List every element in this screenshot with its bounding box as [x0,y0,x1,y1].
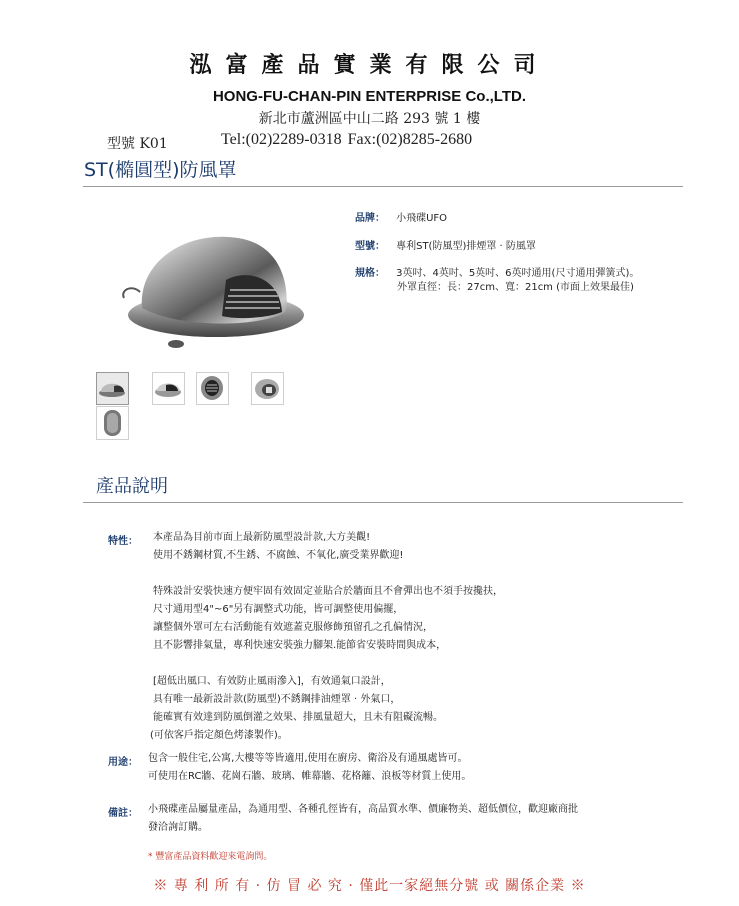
thumbnail-3[interactable] [196,372,229,405]
features-text [150,529,503,745]
contact-note: * 豐富產品資料歡迎來電詢問。 [148,852,273,862]
feature-line: 尺寸通用型4"~6"另有調整式功能，皆可調整使用偏擺， [153,604,404,615]
contact-info: Tel:(02)2289-0318 Fax:(02)8285-2680 [221,131,473,148]
footer-notice: ※ 專 利 所 有 · 仿 冒 必 究 · 僅此一家絕無分號 或 關係企業 ※ [153,878,586,894]
usage-text [148,750,471,786]
thumbnail-5[interactable] [96,406,129,440]
title-divider [83,186,683,187]
spec-model-value: 專利ST(防風型)排煙罩 · 防風罩 [396,241,536,252]
feature-line: [超低出風口、有效防止風雨滲入]，有效通氣口設計， [153,676,391,687]
spec-brand-label: 品牌： [355,213,385,224]
section-divider [83,502,683,503]
section-title-description: 產品說明 [96,476,168,497]
usage-label: 用途： [108,757,138,768]
usage-line: 包含一般住宅,公寓,大樓等等皆適用,使用在廚房、衛浴及有通風處皆可。 [148,753,468,764]
feature-line: 本產品為目前市面上最新防風型設計款,大方美觀! [153,532,371,543]
company-name-english: HONG-FU-CHAN-PIN ENTERPRISE Co.,LTD. [212,88,527,105]
feature-line: 且不影響排氣量，專利快速安裝強力腳架.能節省安裝時間與成本， [153,640,447,651]
remark-line: 小飛碟產品屬量產品，為通用型、各種孔徑皆有，高品質水準、價廉物美、超低價位，歡迎廠商批 [148,804,578,815]
feature-line: (可依客戶指定顏色烤漆製作)。 [150,730,288,741]
spec-size-value: 3英吋、4英吋、5英吋、6英吋通用(尺寸通用彈簧式)。 [396,268,640,279]
model-number: 型號 K01 [107,136,168,152]
remark-label: 備註： [108,808,138,819]
spec-brand-row [355,206,447,225]
company-name-chinese: 泓富產品實業有限公司 [189,52,550,78]
feature-line: 特殊設計安裝快速方便牢固有效固定並貼合於牆面且不會彈出也不須手按攙扶， [153,586,503,597]
feature-line: 使用不銹鋼材質,不生銹、不腐蝕、不氧化,廣受業界歡迎! [153,550,404,561]
company-address: 新北市蘆洲區中山二路 293 號 1 樓 [258,111,481,127]
remark-line: 發洽詢訂購。 [148,822,208,833]
product-main-image [118,220,308,355]
spec-size-detail: 外罩直徑：長：27cm、寬：21cm (市面上效果最佳) [397,282,634,293]
spec-brand-value: 小飛碟UFO [396,213,448,224]
thumbnail-1[interactable] [96,372,129,405]
spec-model-row [355,234,536,253]
usage-line: 可使用在RC牆、花崗石牆、玻璃、帷幕牆、花格籬、浪板等材質上使用。 [148,771,472,782]
thumbnail-4[interactable] [251,372,284,405]
thumbnail-2[interactable] [152,372,185,405]
feature-line: 具有唯一最新設計款(防風型)不銹鋼排油煙罩 · 外氣口， [153,694,401,705]
feature-line: 能確實有效達到防風倒灌之效果、排風量超大，且未有阻礙流暢。 [153,712,443,723]
features-label: 特性： [108,536,138,547]
remark-text [148,801,578,837]
feature-line: 讓整個外罩可左右活動能有效遮蓋克服修飾預留孔之孔偏情況， [153,622,433,633]
product-title: ST(橢圓型)防風罩 [84,159,237,181]
spec-size-label: 規格： [355,268,385,279]
spec-model-label: 型號： [355,241,385,252]
